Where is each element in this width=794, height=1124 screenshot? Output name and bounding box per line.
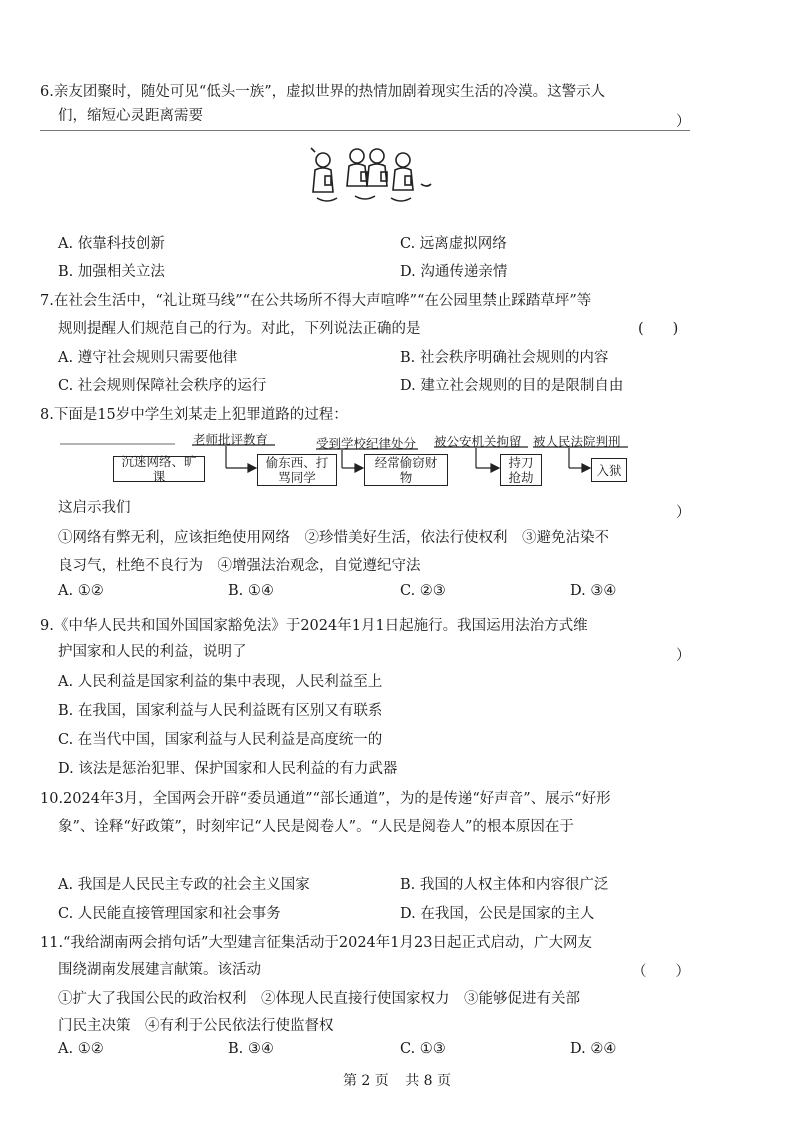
- q11-stem-line2: 围绕湖南发展建言献策。该活动: [58, 962, 261, 978]
- q8-option-a: A. ①②: [58, 583, 104, 599]
- q7-option-a: A. 遵守社会规则只需要他律: [58, 350, 238, 366]
- q11-option-b: B. ③④: [228, 1041, 274, 1057]
- q11-items-line1: ①扩大了我国公民的政治权利 ②体现人民直接行使国家权力 ③能够促进有关部: [58, 991, 580, 1007]
- q6-illustration: [305, 138, 435, 216]
- q8-items-line1: ①网络有弊无利，应该拒绝使用网络 ②珍惜美好生活，依法行使权利 ③避免沾染不: [58, 530, 609, 546]
- q8-stem: 8.下面是15岁中学生刘某走上犯罪道路的过程：: [40, 407, 348, 423]
- q10-option-c: C. 人民能直接管理国家和社会事务: [58, 906, 281, 922]
- flow-box-2: 偷东西、打骂同学: [257, 454, 337, 486]
- q10-option-a: A. 我国是人民民主专政的社会主义国家: [58, 877, 310, 893]
- q9-option-d: D. 该法是惩治犯罪、保护国家和人民利益的有力武器: [58, 761, 398, 777]
- page-total: 共 8 页: [405, 1073, 452, 1089]
- q6-option-c: C. 远离虚拟网络: [400, 236, 507, 252]
- q7-option-b: B. 社会秩序明确社会规则的内容: [400, 350, 609, 366]
- q10-option-b: B. 我国的人权主体和内容很广泛: [400, 877, 609, 893]
- q10-stem-line1: 10.2024年3月，全国两会开辟“委员通道”“部长通道”，为的是传递“好声音”、展示“好形: [40, 791, 611, 807]
- flow-label-1: 老师批评教育: [193, 432, 269, 447]
- q8-option-c: C. ②③: [400, 583, 446, 599]
- page-footer: [0, 1070, 794, 1090]
- flow-label-3: 被公安机关拘留: [434, 434, 522, 449]
- q11-stem-line1: 11.“我给湖南两会捎句话”大型建言征集活动于2024年1月23日起正式启动，广大网友: [40, 935, 592, 951]
- q9-stem-line1: 9.《中华人民共和国外国国家豁免法》于2024年1月1日起施行。我国运用法治方式维: [40, 618, 588, 634]
- q9-option-a: A. 人民利益是国家利益的集中表现，人民利益至上: [58, 674, 383, 690]
- page-number: 第 2 页: [342, 1073, 389, 1089]
- q9-option-b: B. 在我国，国家利益与人民利益既有区别又有联系: [58, 703, 383, 719]
- flow-label-2: 受到学校纪律处分: [316, 436, 417, 451]
- flow-box-5: 入狱: [591, 458, 627, 482]
- q7-option-d: D. 建立社会规则的目的是限制自由: [400, 378, 624, 394]
- q11-items-line2: 门民主决策 ④有利于公民依法行使监督权: [58, 1018, 334, 1034]
- q8-answer-paren: ）: [676, 505, 691, 521]
- q11-answer-paren: （ ）: [632, 964, 690, 980]
- q7-stem-line2: 规则提醒人们规范自己的行为。对此，下列说法正确的是: [58, 321, 421, 337]
- q6-stem-line1: 6.亲友团聚时，随处可见“低头一族”，虚拟世界的热情加剧着现实生活的冷漠。这警示人: [40, 84, 606, 100]
- q10-stem-line2: 象”、诠释“好政策”，时刻牢记“人民是阅卷人”。“人民是阅卷人”的根本原因在于: [58, 819, 574, 835]
- q7-option-c: C. 社会规则保障社会秩序的运行: [58, 378, 267, 394]
- q10-option-d: D. 在我国，公民是国家的主人: [400, 906, 595, 922]
- q6-answer-paren: ）: [676, 114, 691, 130]
- q6-option-d: D. 沟通传递亲情: [400, 264, 508, 280]
- q11-option-c: C. ①③: [400, 1041, 446, 1057]
- q7-answer-paren: ( ): [638, 321, 679, 337]
- q6-option-a: A. 依靠科技创新: [58, 236, 165, 252]
- flow-box-1: 沉迷网络、旷课: [113, 456, 205, 482]
- q6-option-b: B. 加强相关立法: [58, 264, 165, 280]
- q8-stem-line2: 这启示我们: [58, 500, 131, 516]
- q6-stem-line2: 们，缩短心灵距离需要: [58, 108, 203, 124]
- q8-items-line2: 良习气，杜绝不良行为 ④增强法治观念，自觉遵纪守法: [58, 558, 421, 574]
- q11-option-d: D. ②④: [570, 1041, 617, 1057]
- q6-divider: [40, 130, 690, 131]
- flow-label-4: 被人民法院判刑: [533, 434, 621, 449]
- flow-box-4: 持刀抢劫: [500, 454, 542, 486]
- q11-option-a: A. ①②: [58, 1041, 104, 1057]
- q9-option-c: C. 在当代中国，国家利益与人民利益是高度统一的: [58, 732, 383, 748]
- q8-option-b: B. ①④: [228, 583, 274, 599]
- q9-answer-paren: ）: [676, 648, 691, 664]
- q9-stem-line2: 护国家和人民的利益，说明了: [58, 644, 247, 660]
- flow-box-3: 经常偷窃财物: [364, 454, 448, 486]
- people-with-phones-icon: [305, 138, 435, 216]
- q7-stem-line1: 7.在社会生活中，“礼让斑马线”“在公共场所不得大声喧哗”“在公园里禁止踩踏草坪”等: [40, 293, 592, 309]
- q8-option-d: D. ③④: [570, 583, 617, 599]
